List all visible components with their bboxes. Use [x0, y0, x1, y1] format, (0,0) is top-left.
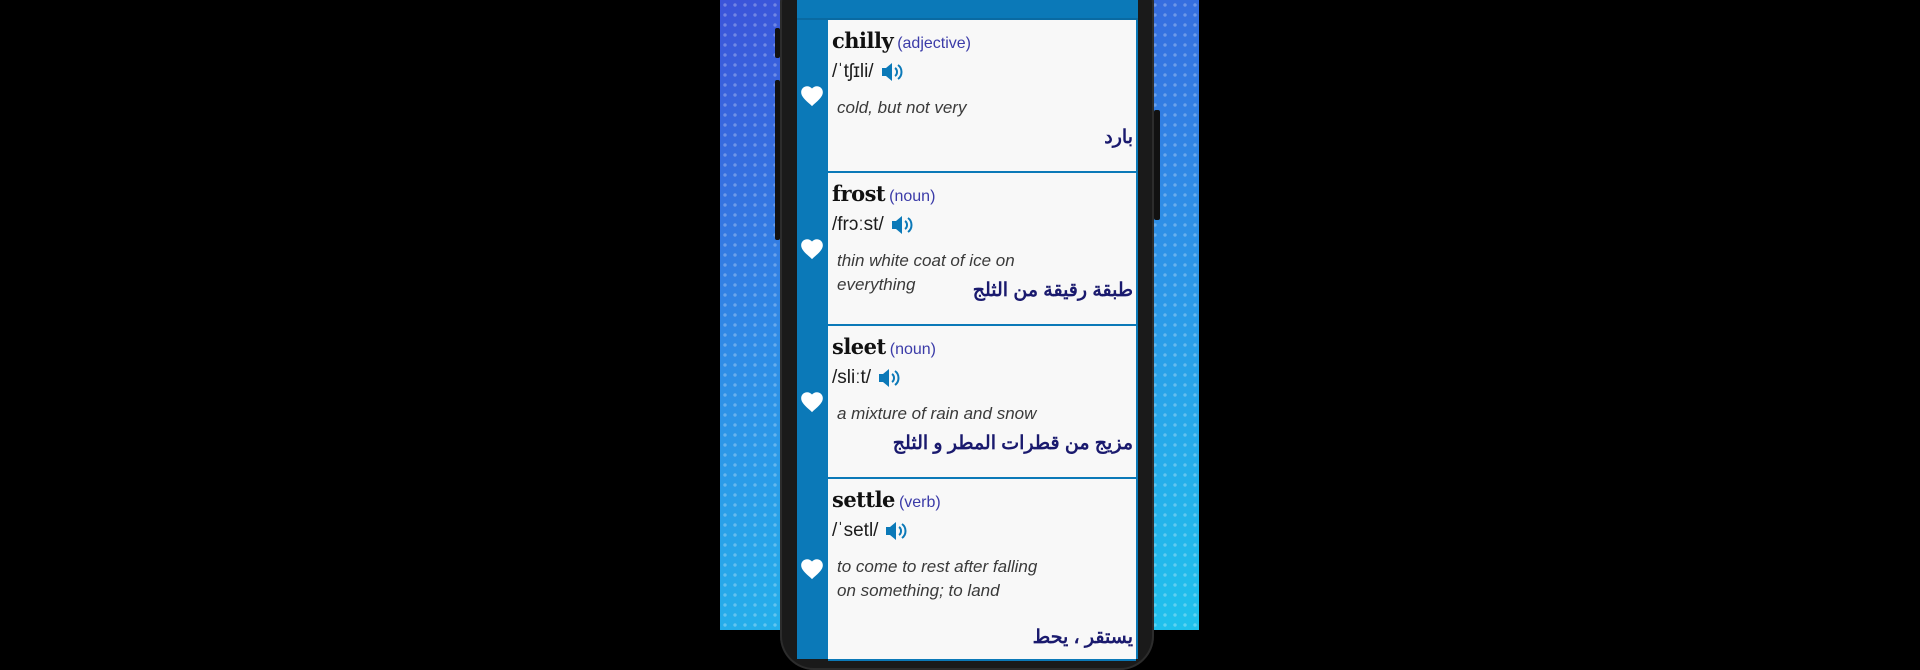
heart-icon — [799, 83, 825, 109]
headword-line — [832, 334, 936, 359]
word-card — [797, 326, 1138, 477]
arabic-translation: مزيج من قطرات المطر و الثلج — [892, 433, 1133, 454]
phonetic: /ˈtʃɪli/ — [832, 61, 874, 82]
headword-line — [832, 487, 941, 512]
phonetic-line — [832, 61, 904, 83]
word-card-body[interactable] — [828, 326, 1136, 479]
arabic-translation: طبقة رقيقة من الثلج — [972, 280, 1133, 301]
word-card — [797, 20, 1138, 171]
definition: thin white coat of ice on everything — [837, 251, 1015, 294]
phonetic-line — [832, 214, 914, 236]
speaker-icon[interactable] — [884, 520, 908, 542]
arabic-translation: بارد — [1104, 127, 1133, 148]
favorite-button[interactable] — [797, 326, 825, 477]
headword: frost — [832, 181, 886, 206]
speaker-icon[interactable] — [890, 214, 914, 236]
part-of-speech: (adjective) — [897, 35, 972, 52]
phone-power-button — [1154, 110, 1160, 220]
speaker-icon[interactable] — [880, 61, 904, 83]
phonetic: /frɔːst/ — [832, 214, 884, 235]
part-of-speech: (noun) — [889, 188, 936, 205]
headword-line — [832, 28, 971, 53]
heart-icon — [799, 236, 825, 262]
part-of-speech: (noun) — [889, 341, 936, 358]
favorite-button[interactable] — [797, 20, 825, 171]
part-of-speech: (verb) — [898, 494, 941, 511]
promo-background — [720, 0, 1199, 648]
phonetic: /sliːt/ — [832, 367, 872, 388]
headword: chilly — [832, 28, 894, 53]
word-list — [797, 20, 1138, 661]
phonetic-line — [832, 367, 901, 389]
word-card — [797, 479, 1138, 659]
phonetic: /ˈsetl/ — [832, 520, 879, 541]
favorite-button[interactable] — [797, 173, 825, 324]
headword: settle — [832, 487, 895, 512]
headword-line — [832, 181, 935, 206]
app-screen — [797, 0, 1138, 648]
word-card-body[interactable] — [828, 173, 1136, 326]
arabic-translation: يستقر ، يحط — [1032, 627, 1133, 648]
app-top-bar — [797, 0, 1138, 20]
headword: sleet — [832, 334, 886, 359]
definition: a mixture of rain and snow — [837, 404, 1037, 423]
heart-icon — [799, 389, 825, 415]
word-card-body[interactable] — [828, 20, 1136, 173]
phonetic-line — [832, 520, 908, 542]
speaker-icon[interactable] — [877, 367, 901, 389]
favorite-button[interactable] — [797, 479, 825, 659]
heart-icon — [799, 556, 825, 582]
definition: cold, but not very — [837, 98, 967, 117]
word-card — [797, 173, 1138, 324]
word-card-body[interactable] — [828, 479, 1136, 661]
definition: to come to rest after falling on something; to land — [837, 557, 1038, 600]
